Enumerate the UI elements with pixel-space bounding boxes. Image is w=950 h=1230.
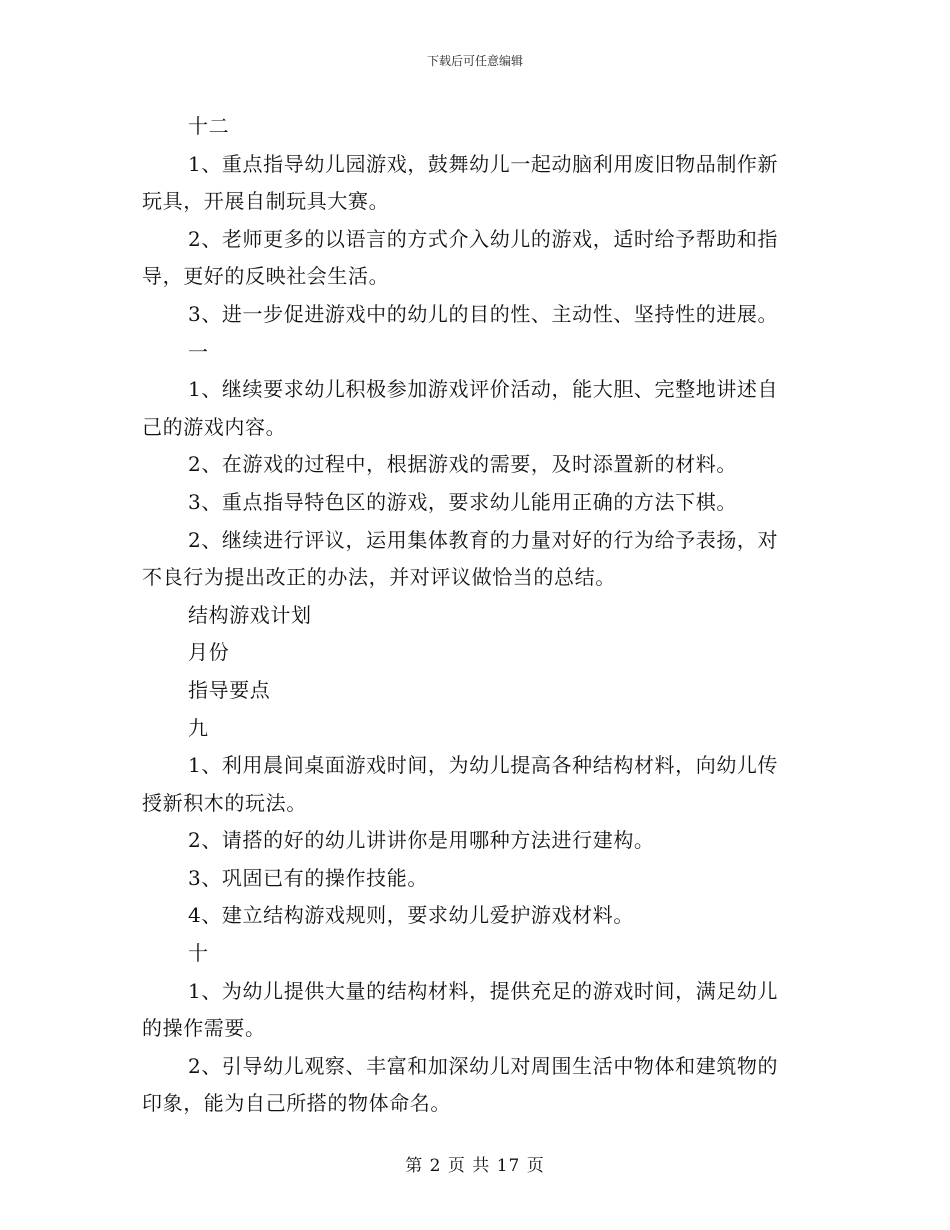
text-line: 己的游戏内容。 <box>142 414 287 439</box>
text-line: 2、继续进行评议，运用集体教育的力量对好的行为给予表扬，对 <box>188 527 779 552</box>
text-line: 的操作需要。 <box>142 1016 266 1041</box>
text-line: 1、利用晨间桌面游戏时间，为幼儿提高各种结构材料，向幼儿传 <box>188 753 779 778</box>
text-line: 月份 <box>188 640 230 665</box>
text-line: 印象，能为自己所搭的物体命名。 <box>142 1091 451 1116</box>
text-line: 3、巩固已有的操作技能。 <box>188 865 428 890</box>
text-line: 一 <box>188 339 209 364</box>
text-line: 玩具，开展自制玩具大赛。 <box>142 189 390 214</box>
text-line: 1、为幼儿提供大量的结构材料，提供充足的游戏时间，满足幼儿 <box>188 978 779 1003</box>
text-line: 2、在游戏的过程中，根据游戏的需要，及时添置新的材料。 <box>188 452 737 477</box>
text-line: 结构游戏计划 <box>188 602 312 627</box>
text-line: 1、继续要求幼儿积极参加游戏评价活动，能大胆、完整地讲述自 <box>188 377 779 402</box>
document-body <box>142 108 810 1123</box>
page-header-note: 下载后可任意编辑 <box>426 54 523 68</box>
page-number-footer: 第 2 页 共 17 页 <box>405 1156 545 1176</box>
text-line: 2、引导幼儿观察、丰富和加深幼儿对周围生活中物体和建筑物的 <box>188 1053 779 1078</box>
text-line: 指导要点 <box>188 677 271 702</box>
text-line: 2、老师更多的以语言的方式介入幼儿的游戏，适时给予帮助和指 <box>188 226 779 251</box>
text-line: 2、请搭的好的幼儿讲讲你是用哪种方法进行建构。 <box>188 828 655 853</box>
text-line: 十二 <box>188 114 230 138</box>
text-line: 1、重点指导幼儿园游戏，鼓舞幼儿一起动脑利用废旧物品制作新 <box>188 151 779 176</box>
text-line: 3、进一步促进游戏中的幼儿的目的性、主动性、坚持性的进展。 <box>188 301 779 326</box>
text-line: 九 <box>188 715 209 740</box>
text-line: 4、建立结构游戏规则，要求幼儿爱护游戏材料。 <box>188 903 634 928</box>
text-line: 十 <box>188 941 209 966</box>
text-line: 不良行为提出改正的办法，并对评议做恰当的总结。 <box>142 565 616 590</box>
text-line: 导，更好的反映社会生活。 <box>142 264 390 289</box>
text-line: 授新积木的玩法。 <box>142 790 307 815</box>
text-line: 3、重点指导特色区的游戏，要求幼儿能用正确的方法下棋。 <box>188 489 737 514</box>
